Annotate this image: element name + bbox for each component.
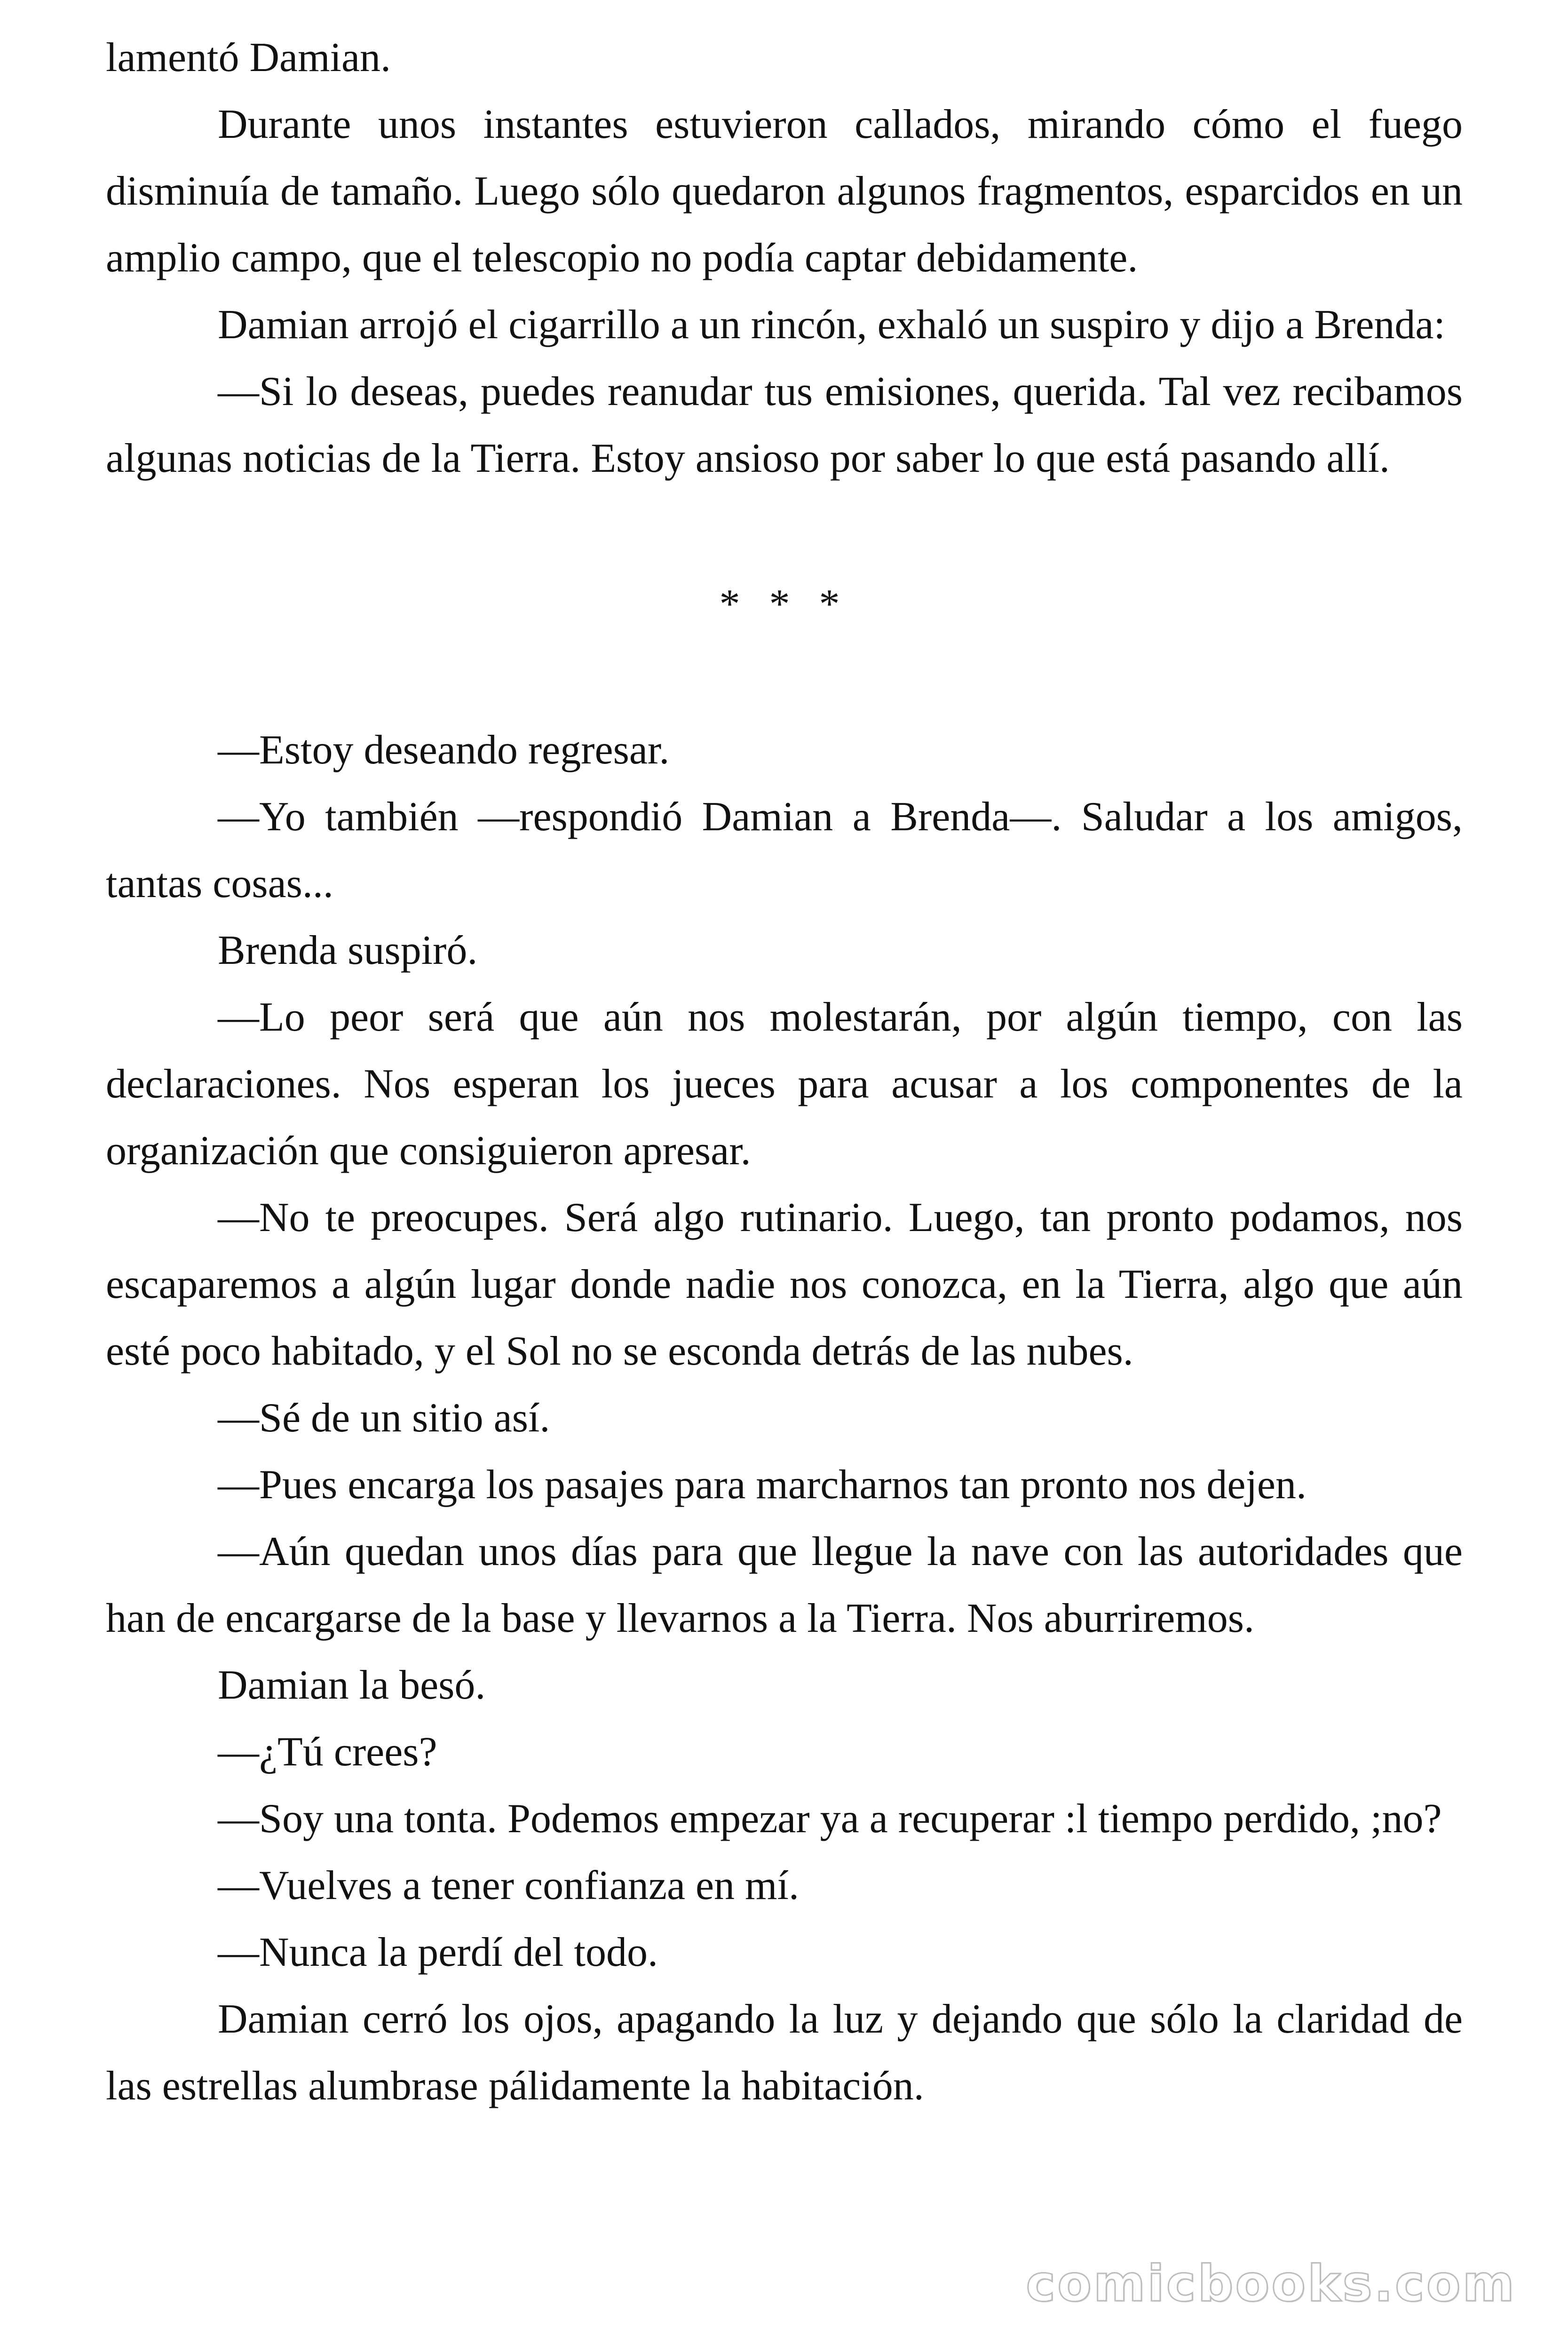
paragraph: Damian arrojó el cigarrillo a un rincón, exhaló un suspiro y dijo a Brenda: bbox=[218, 302, 1445, 348]
paragraph: —No te preocupes. Será algo rutinario. Luego, tan pronto podamos, nos escaparemos a algún lugar donde nadie nos conozca, en la Tierra, algo que aún esté poco habitado, y el Sol no se esconda detrás de las nubes. bbox=[106, 1195, 1463, 1374]
paragraph: —Aún quedan unos días para que llegue la nave con las autoridades que han de encargarse de la base y llevarnos a la Tierra. Nos aburriremos. bbox=[106, 1529, 1463, 1641]
paragraph: —Si lo deseas, puedes reanudar tus emisiones, querida. Tal vez recibamos algunas noticias de la Tierra. Estoy ansioso por saber lo que está pasando allí. bbox=[106, 369, 1463, 481]
paragraph: —Sé de un sitio así. bbox=[218, 1395, 550, 1441]
paragraph-continuation: lamentó Damian. bbox=[106, 35, 391, 80]
paragraph: —Lo peor será que aún nos molestarán, por algún tiempo, con las declaraciones. Nos esperan los jueces para acusar a los componentes de la organización que consiguieron apresar. bbox=[106, 994, 1463, 1174]
paragraph: —Yo también —respondió Damian a Brenda—. Saludar a los amigos, tantas cosas... bbox=[106, 794, 1463, 906]
paragraph: —Pues encarga los pasajes para marcharnos tan pronto nos dejen. bbox=[218, 1462, 1307, 1508]
section-separator: * * * bbox=[719, 581, 849, 627]
paragraph: —Estoy deseando regresar. bbox=[218, 727, 670, 773]
paragraph: —¿Tú crees? bbox=[218, 1729, 437, 1775]
paragraph: Brenda suspiró. bbox=[218, 928, 478, 973]
watermark: comicbooks.com bbox=[1026, 2255, 1516, 2312]
paragraph: —Nunca la perdí del todo. bbox=[218, 1930, 658, 1975]
paragraph: —Soy una tonta. Podemos empezar ya a recuperar :l tiempo perdido, ;no? bbox=[218, 1796, 1442, 1842]
paragraph: —Vuelves a tener confianza en mí. bbox=[218, 1863, 799, 1908]
page-body bbox=[106, 24, 1463, 2120]
paragraph: Damian la besó. bbox=[218, 1662, 486, 1708]
paragraph: Damian cerró los ojos, apagando la luz y dejando que sólo la claridad de las estrellas alumbrase pálidamente la habitación. bbox=[106, 1996, 1463, 2109]
paragraph: Durante unos instantes estuvieron callados, mirando cómo el fuego disminuía de tamaño. Luego sólo quedaron algunos fragmentos, esparcidos en un amplio campo, que el telescopio no podía captar debidamente. bbox=[106, 102, 1463, 281]
